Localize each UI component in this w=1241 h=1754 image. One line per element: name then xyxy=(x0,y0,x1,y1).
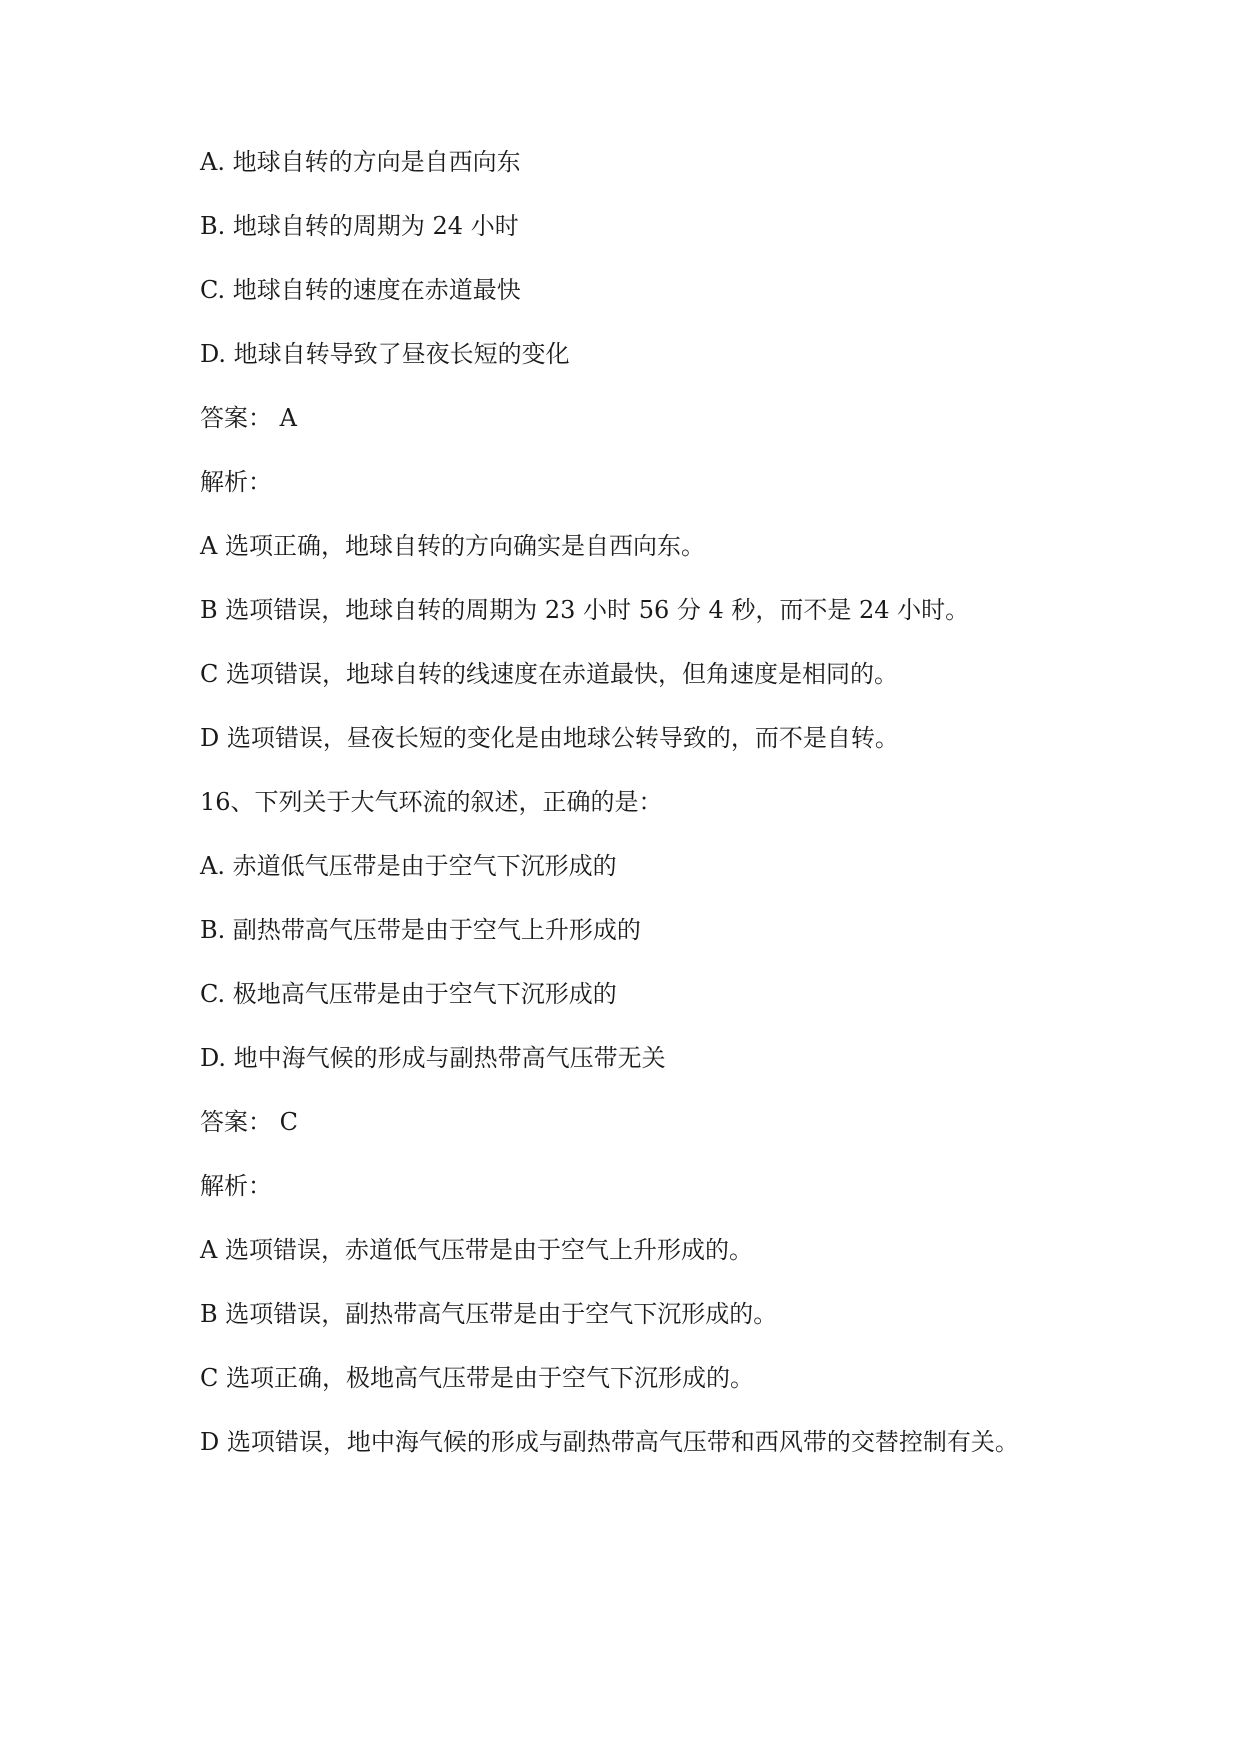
q16-analysis-d: D 选项错误，地中海气候的形成与副热带高气压带和西风带的交替控制有关。 xyxy=(200,1428,1019,1456)
q16-answer: 答案： C xyxy=(200,1108,298,1136)
q16-analysis-c: C 选项正确，极地高气压带是由于空气下沉形成的。 xyxy=(200,1364,754,1392)
q16-question: 16、下列关于大气环流的叙述，正确的是： xyxy=(200,788,663,816)
q16-option-b: B. 副热带高气压带是由于空气上升形成的 xyxy=(200,916,641,944)
q16-analysis-label: 解析： xyxy=(200,1172,272,1200)
q15-analysis-d: D 选项错误，昼夜长短的变化是由地球公转导致的，而不是自转。 xyxy=(200,724,899,752)
q16-option-c: C. 极地高气压带是由于空气下沉形成的 xyxy=(200,980,617,1008)
q15-option-b: B. 地球自转的周期为 24 小时 xyxy=(200,212,519,240)
q15-answer: 答案： A xyxy=(200,404,297,432)
q16-analysis-a: A 选项错误，赤道低气压带是由于空气上升形成的。 xyxy=(200,1236,753,1264)
q15-option-d: D. 地球自转导致了昼夜长短的变化 xyxy=(200,340,570,368)
q15-analysis-c: C 选项错误，地球自转的线速度在赤道最快，但角速度是相同的。 xyxy=(200,660,898,688)
q16-analysis-b: B 选项错误，副热带高气压带是由于空气下沉形成的。 xyxy=(200,1300,778,1328)
q16-option-a: A. 赤道低气压带是由于空气下沉形成的 xyxy=(200,852,617,880)
q15-option-c: C. 地球自转的速度在赤道最快 xyxy=(200,276,521,304)
q15-option-a: A. 地球自转的方向是自西向东 xyxy=(200,148,521,176)
q15-analysis-label: 解析： xyxy=(200,468,272,496)
document-content xyxy=(200,146,1160,1490)
q16-option-d: D. 地中海气候的形成与副热带高气压带无关 xyxy=(200,1044,666,1072)
q15-analysis-b: B 选项错误，地球自转的周期为 23 小时 56 分 4 秒，而不是 24 小时。 xyxy=(200,596,970,624)
q15-analysis-a: A 选项正确，地球自转的方向确实是自西向东。 xyxy=(200,532,705,560)
